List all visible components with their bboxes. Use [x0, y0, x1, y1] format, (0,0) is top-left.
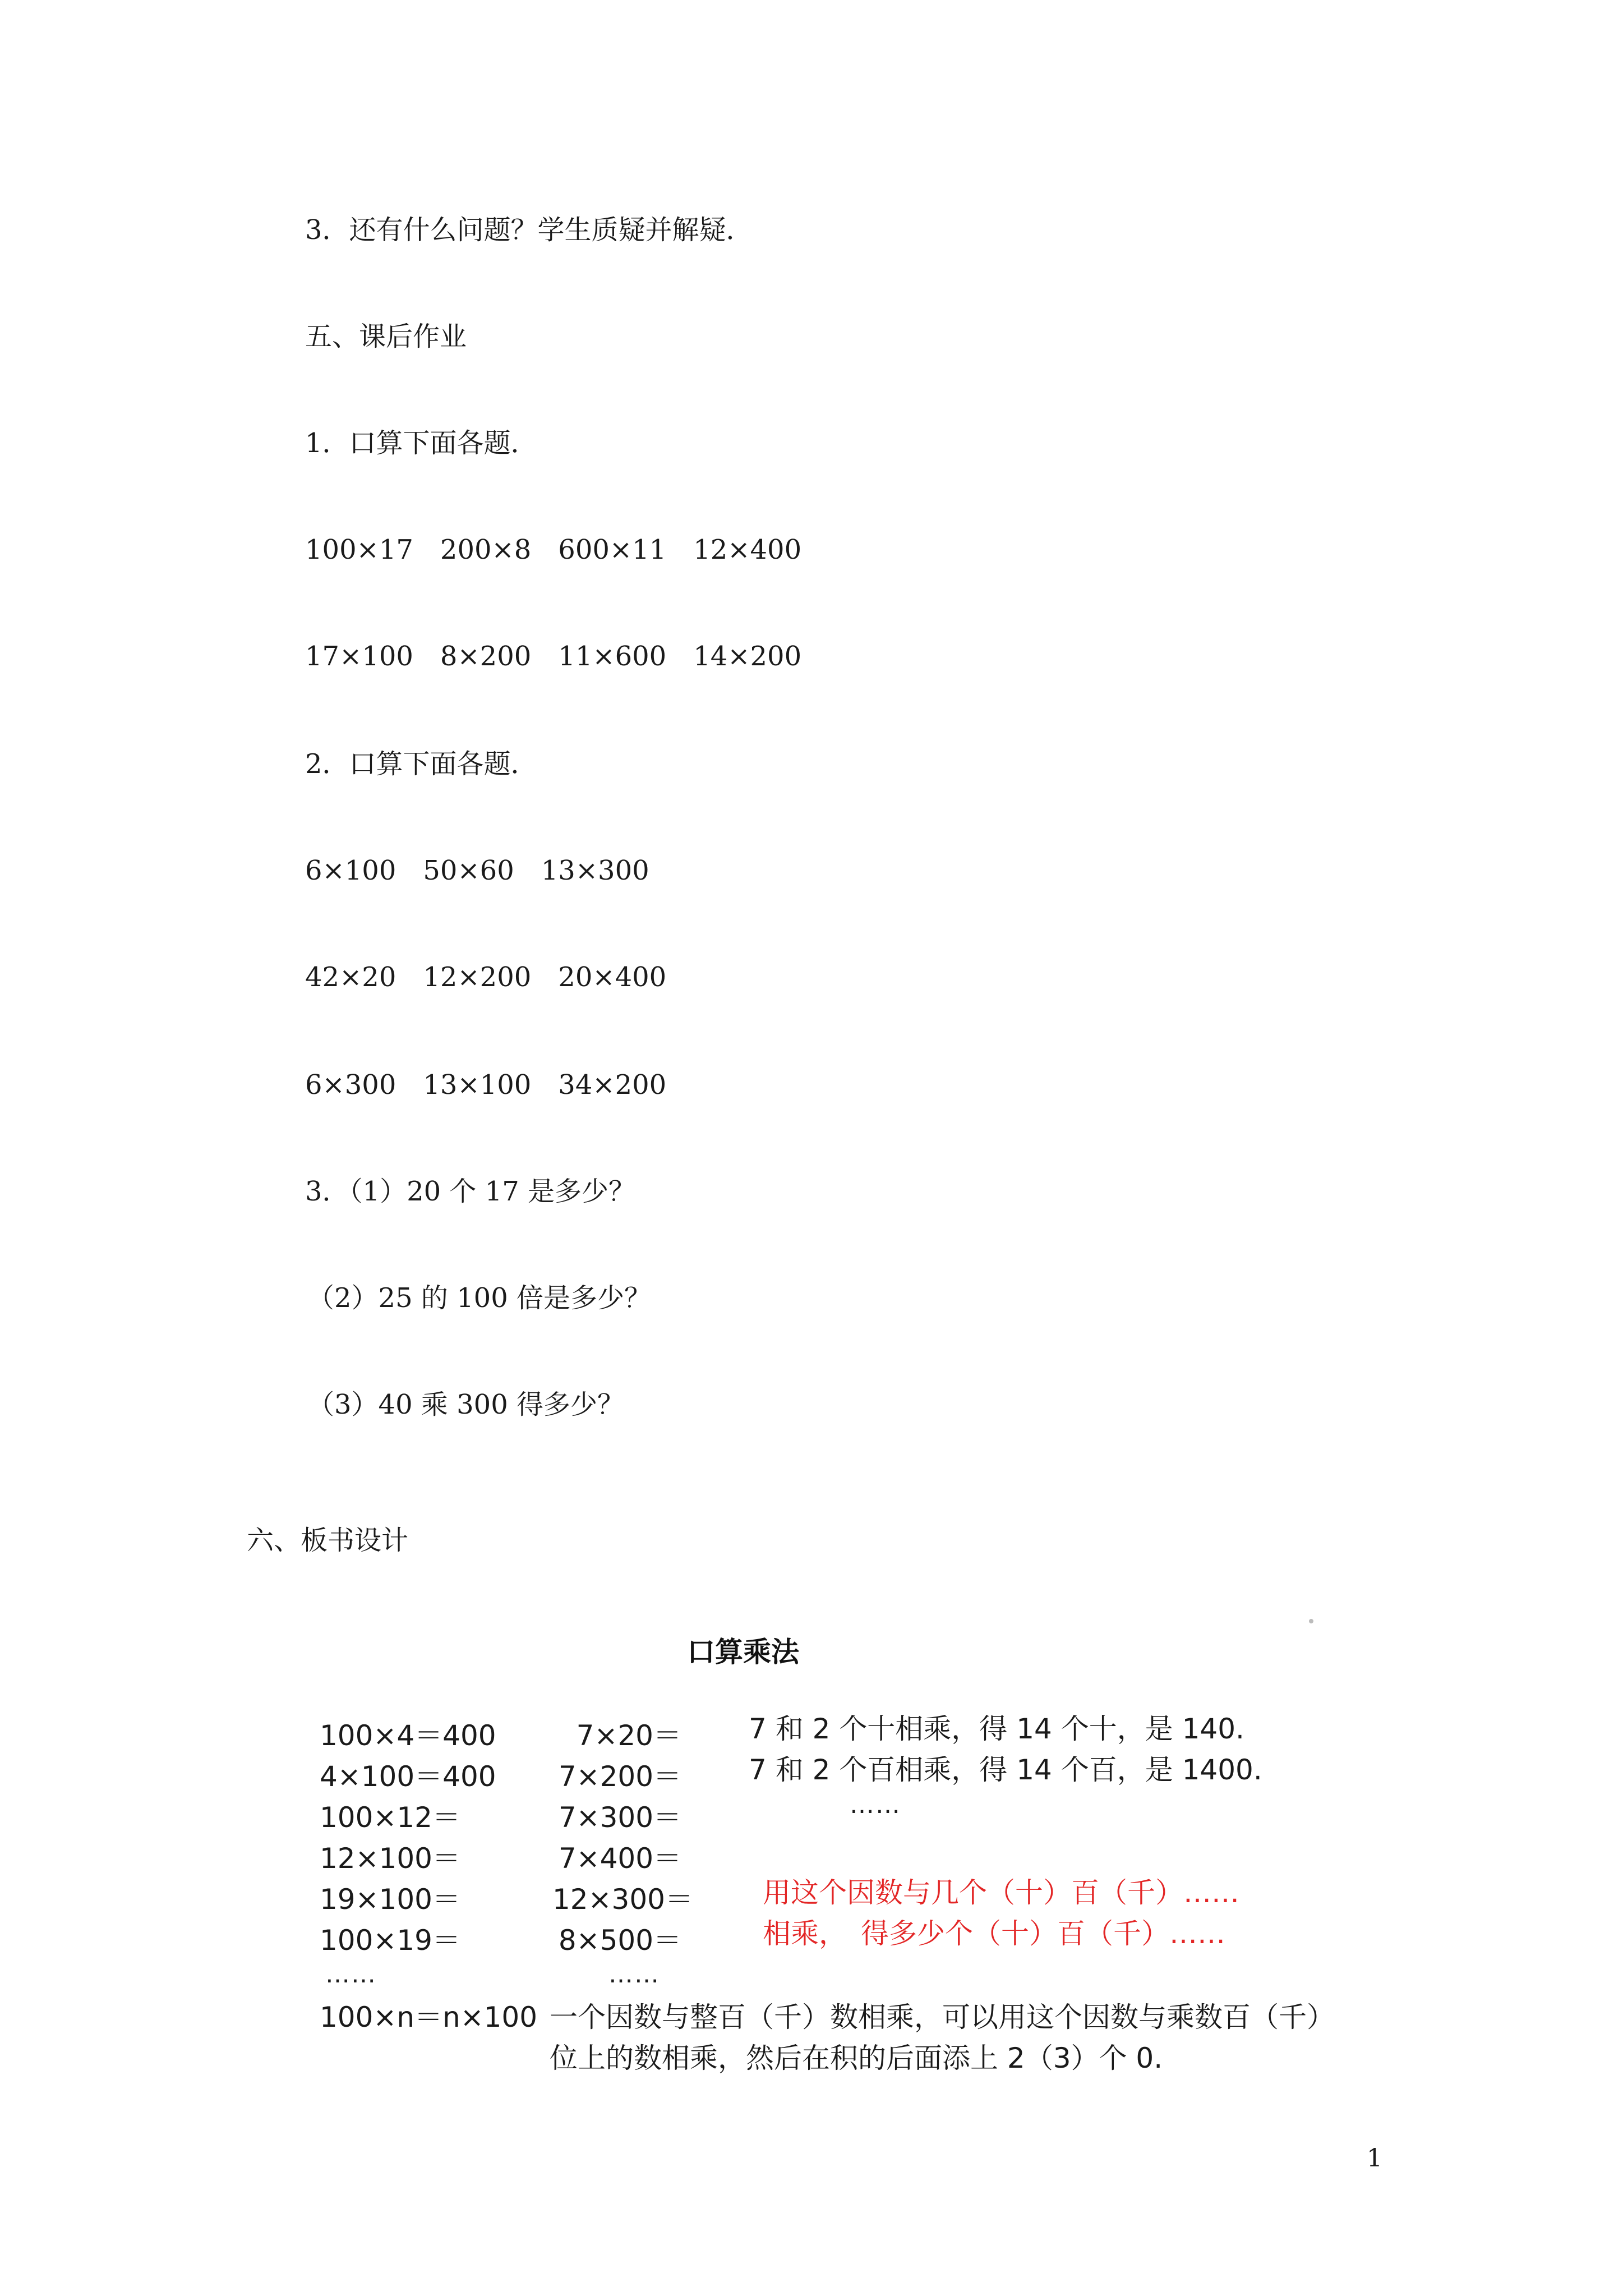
homework-3-part-3: （3）40 乘 300 得多少？	[307, 1389, 625, 1420]
left-eq-4: 12×100＝	[320, 1842, 460, 1875]
board-left-column	[320, 1715, 496, 1961]
explain-hundreds: 7 和 2 个百相乘，得 14 个百，是 1400.	[749, 1754, 1262, 1786]
step-3-question: 3．还有什么问题？学生质疑并解疑．	[305, 214, 753, 246]
left-eq-3: 100×12＝	[320, 1801, 460, 1834]
page-number: 1	[1367, 2144, 1382, 2173]
red-rule-line-2: 相乘， 得多少个（十）百（千）……	[763, 1917, 1225, 1950]
homework-item-3: 3．（1）20 个 17 是多少？	[305, 1176, 636, 1207]
explain-tens: 7 和 2 个十相乘，得 14 个十，是 140.	[749, 1713, 1244, 1745]
conclusion-line-1: 一个因数与整百（千）数相乘，可以用这个因数与乘数百（千）	[550, 2001, 1335, 2033]
mid-eq-3: 7×300＝	[558, 1801, 681, 1834]
homework-1-row-1: 100×17 200×8 600×11 12×400	[305, 534, 802, 565]
homework-2-row-3: 6×300 13×100 34×200	[305, 1069, 667, 1101]
homework-item-2: 2．口算下面各题．	[305, 748, 538, 780]
homework-2-row-2: 42×20 12×200 20×400	[305, 961, 667, 993]
left-eq-2: 4×100＝400	[320, 1760, 496, 1793]
commutative-formula: 100×n＝n×100	[320, 2001, 538, 2033]
heading-homework: 五、课后作业	[305, 321, 467, 352]
explain-ellipsis: ……	[850, 1791, 901, 1819]
left-eq-5: 19×100＝	[320, 1883, 460, 1916]
heading-board-design: 六、板书设计	[247, 1525, 409, 1556]
conclusion-line-2: 位上的数相乘，然后在积的后面添上 2（3）个 0.	[550, 2042, 1163, 2074]
mid-eq-6: 8×500＝	[558, 1924, 681, 1957]
red-rule-line-1: 用这个因数与几个（十）百（千）……	[763, 1876, 1239, 1909]
homework-2-row-1: 6×100 50×60 13×300	[305, 855, 649, 886]
board-title: 口算乘法	[687, 1636, 799, 1668]
homework-3-part-2: （2）25 的 100 倍是多少？	[307, 1282, 652, 1314]
homework-1-row-2: 17×100 8×200 11×600 14×200	[305, 641, 802, 672]
mid-ellipsis: ……	[608, 1960, 660, 1989]
mid-eq-5: 12×300＝	[552, 1883, 693, 1916]
board-middle-column	[552, 1715, 693, 1961]
left-eq-6: 100×19＝	[320, 1924, 460, 1957]
mid-eq-2: 7×200＝	[558, 1760, 681, 1793]
mid-eq-4: 7×400＝	[558, 1842, 681, 1875]
homework-item-1: 1．口算下面各题．	[305, 427, 538, 459]
mid-eq-1: 7×20＝	[576, 1719, 681, 1752]
left-ellipsis: ……	[325, 1960, 377, 1989]
left-eq-1: 100×4＝400	[320, 1719, 496, 1752]
scan-speck	[1309, 1619, 1313, 1623]
